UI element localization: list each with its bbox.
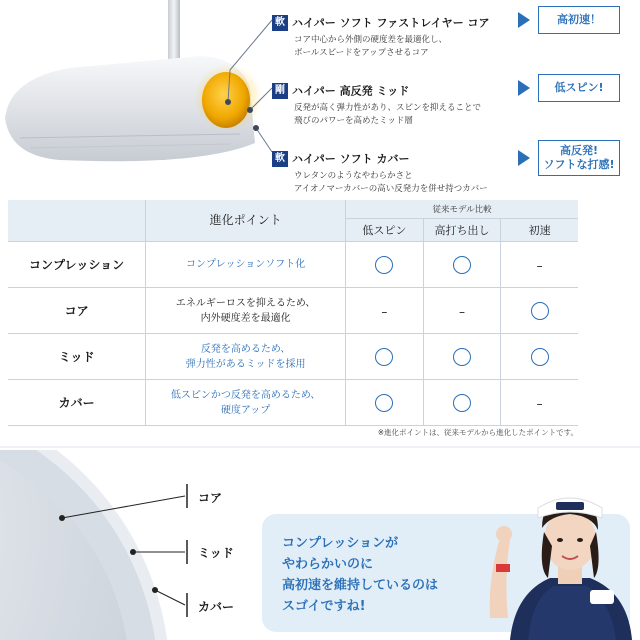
layer-description: 反発が高く弾力性があり、スピンを抑えることで 飛びのパワーを高めたミッド層 <box>294 103 482 126</box>
row-evolution-point: エネルギーロスを抑えるため、 内外硬度差を最適化 <box>146 288 346 334</box>
table-row <box>8 288 578 334</box>
header-metric: 高打ち出し <box>423 219 501 242</box>
circle-mark-icon <box>423 334 501 380</box>
layer-mid <box>272 80 532 128</box>
row-label: ミッド <box>8 334 146 380</box>
speech-text: コンプレッションが やわらかいのに 高初速を維持しているのは スゴイですね! <box>282 536 439 614</box>
circle-mark-icon <box>501 334 578 380</box>
table-row <box>8 380 578 426</box>
table-row <box>8 242 578 288</box>
dash-mark: – <box>346 288 424 334</box>
dash-mark: – <box>423 288 501 334</box>
golfer-photo <box>470 468 640 640</box>
hardness-badge: 軟 <box>272 15 288 31</box>
row-label: コンプレッション <box>8 242 146 288</box>
dash-mark: – <box>501 380 578 426</box>
circle-icon <box>531 348 549 366</box>
leader-lines <box>220 0 280 170</box>
circle-icon <box>453 394 471 412</box>
layer-cover <box>272 148 532 196</box>
circle-icon <box>453 256 471 274</box>
layer-description: ウレタンのようなやわらかさと アイオノマーカバーの高い反発力を併せ持つカバー <box>294 171 488 194</box>
comparison-table <box>8 200 578 426</box>
circle-mark-icon <box>346 334 424 380</box>
layer-description: コア中心から外側の硬度差を最適化し、 ボールスピードをアップさせるコア <box>294 35 448 58</box>
circle-icon <box>375 394 393 412</box>
footnote: ※進化ポイントは、従来モデルから進化したポイントです。 <box>377 428 578 437</box>
circle-mark-icon <box>501 288 578 334</box>
table-row <box>8 334 578 380</box>
hardness-badge: 軟 <box>272 151 288 167</box>
header-evolution-point: 進化ポイント <box>146 200 346 242</box>
circle-icon <box>375 348 393 366</box>
callout-high-speed: 高初速！ <box>518 2 620 38</box>
callout-low-spin: 低スピン! <box>518 70 620 106</box>
layer-core <box>272 12 532 60</box>
circle-mark-icon <box>423 380 501 426</box>
arrow-icon <box>518 12 530 28</box>
header-metric: 低スピン <box>346 219 424 242</box>
layer-title: ハイパー ソフト ファストレイヤー コア <box>292 16 490 30</box>
row-label: カバー <box>8 380 146 426</box>
row-evolution-point: 低スピンかつ反発を高めるため、 硬度アップ <box>146 380 346 426</box>
cross-label-mid: ミッド <box>198 546 234 560</box>
row-evolution-point: 反発を高めるため、 弾力性があるミッドを採用 <box>146 334 346 380</box>
circle-mark-icon <box>346 380 424 426</box>
callout-rebound: 高反発! ソフトな打感! <box>518 138 620 178</box>
circle-mark-icon <box>423 242 501 288</box>
header-metric: 初速 <box>501 219 578 242</box>
header-previous-model: 従来モデル比較 <box>346 200 578 219</box>
hardness-badge: 剛 <box>272 83 288 99</box>
cross-label-core: コア <box>198 491 223 505</box>
product-diagram <box>0 0 640 198</box>
row-label: コア <box>8 288 146 334</box>
circle-icon <box>531 302 549 320</box>
layer-title: ハイパー 高反発 ミッド <box>292 84 410 98</box>
row-evolution-point: コンプレッションソフト化 <box>146 242 346 288</box>
arrow-icon <box>518 150 530 166</box>
cross-label-cover: カバー <box>198 600 235 614</box>
circle-mark-icon <box>346 242 424 288</box>
arrow-icon <box>518 80 530 96</box>
circle-icon <box>453 348 471 366</box>
section-divider <box>0 446 640 448</box>
layer-title: ハイパー ソフト カバー <box>292 152 410 166</box>
dash-mark: – <box>501 242 578 288</box>
circle-icon <box>375 256 393 274</box>
